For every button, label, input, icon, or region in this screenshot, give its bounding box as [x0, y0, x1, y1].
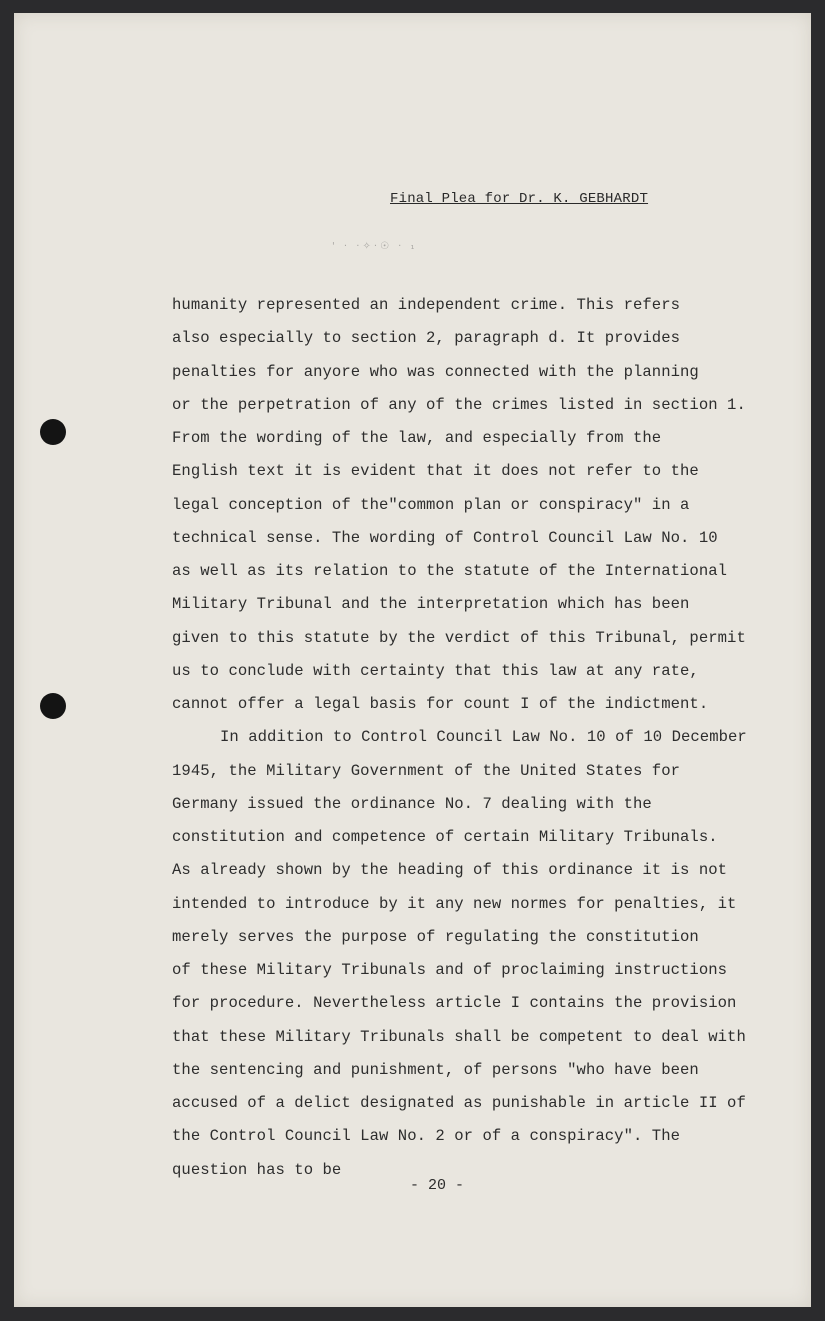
document-page	[14, 13, 811, 1307]
punch-hole-lower	[40, 693, 66, 719]
text-line: that these Military Tribunals shall be competent to deal with	[172, 1027, 746, 1046]
text-line: for procedure. Nevertheless article I contains the provision	[172, 994, 737, 1013]
text-line: also especially to section 2, paragraph d. It provides	[172, 329, 681, 348]
punch-hole-upper	[40, 419, 66, 445]
text-line: technical sense. The wording of Control Council Law No. 10	[172, 528, 718, 547]
text-line: penalties for anyore who was connected with the planning	[172, 362, 699, 381]
page-number: - 20 -	[410, 1177, 465, 1194]
text-line: 1945, the Military Government of the United States for	[172, 761, 681, 780]
text-line: or the perpetration of any of the crimes listed in section 1.	[172, 395, 746, 414]
text-line: merely serves the purpose of regulating the constitution	[172, 927, 699, 946]
text-line: Germany issued the ordinance No. 7 dealing with the	[172, 794, 652, 813]
text-line: Military Tribunal and the interpretation which has been	[172, 595, 690, 614]
body-text	[172, 289, 802, 1187]
text-line: as well as its relation to the statute of the International	[172, 562, 728, 580]
faint-stamp-mark: ' · ·✧·☉ · ₁	[332, 241, 418, 252]
text-line: the sentencing and punishment, of persons "who have been	[172, 1060, 699, 1079]
text-line: constitution and competence of certain Military Tribunals.	[172, 828, 718, 846]
text-line: legal conception of the"common plan or conspiracy" in a	[172, 495, 690, 514]
text-line: of these Military Tribunals and of proclaiming instructions	[172, 961, 728, 979]
text-line: cannot offer a legal basis for count I of the indictment.	[172, 695, 709, 713]
text-line: intended to introduce by it any new normes for penalties, it	[172, 894, 737, 913]
text-line: given to this statute by the verdict of this Tribunal, permit	[172, 628, 746, 647]
text-line: As already shown by the heading of this ordinance it is not	[172, 861, 728, 880]
text-line: the Control Council Law No. 2 or of a conspiracy". The	[172, 1127, 681, 1146]
text-line: us to conclude with certainty that this law at any rate,	[172, 661, 699, 680]
text-line: humanity represented an independent crime. This refers	[172, 296, 681, 314]
text-line: In addition to Control Council Law No. 10 of 10 December	[220, 728, 747, 747]
page-header: Final Plea for Dr. K. GEBHARDT	[390, 191, 649, 207]
text-line: From the wording of the law, and especially from the	[172, 429, 662, 447]
text-line: English text it is evident that it does not refer to the	[172, 462, 699, 481]
text-line: accused of a delict designated as punishable in article II of	[172, 1094, 746, 1112]
text-line: question has to be	[172, 1160, 342, 1179]
